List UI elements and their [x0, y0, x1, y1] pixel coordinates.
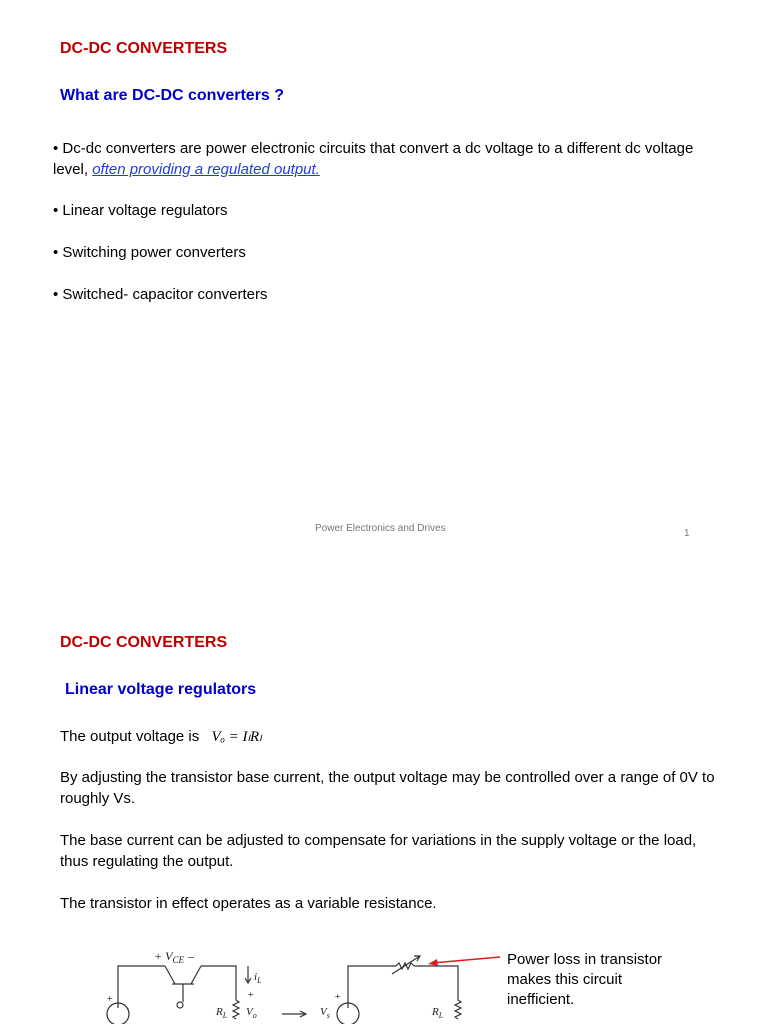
bullet-item: • Switching power converters — [53, 244, 246, 261]
output-voltage-formula: Vₒ = IₗRₗ — [211, 729, 262, 745]
right-circuit-wire — [348, 966, 396, 1008]
annotation-arrow-head — [428, 959, 438, 966]
paragraph: The transistor in effect operates as a variable resistance. — [60, 895, 437, 912]
vo-plus-label: + — [247, 989, 255, 1001]
base-terminal — [177, 1002, 183, 1008]
bullet-text: • Dc-dc converters are power electronic circuits that convert a dc voltage to a different dc voltage level, — [53, 140, 694, 178]
annotation-arrow — [432, 957, 500, 963]
bullet-item: • Linear voltage regulators — [53, 202, 228, 219]
rl2-label: $R_L$ — [432, 1006, 444, 1020]
output-voltage-text: The output voltage is — [60, 728, 200, 745]
slide-2 — [0, 600, 768, 1024]
annotation-line: inefficient. — [507, 991, 575, 1008]
vce-label: + $V_{CE}$ – — [154, 949, 194, 965]
bullet-item: • Switched- capacitor converters — [53, 286, 268, 303]
vs-plus-label: + — [334, 991, 342, 1003]
output-voltage-line — [60, 726, 262, 748]
transistor-lead — [165, 966, 175, 984]
right-wire — [201, 966, 236, 1000]
bullet-paragraph — [53, 138, 703, 180]
regulated-output-link[interactable]: often providing a regulated output. — [92, 161, 320, 178]
il-label: $i_L$ — [254, 971, 262, 985]
transistor-lead — [191, 966, 201, 984]
right-circuit-wire — [414, 966, 458, 1000]
slide-title: DC-DC CONVERTERS — [60, 40, 228, 57]
paragraph: The base current can be adjusted to compensate for variations in the supply voltage or the load, thus regulating the output. — [60, 832, 697, 870]
load-resistor-2 — [455, 1000, 461, 1019]
left-wire — [118, 966, 165, 1008]
annotation-line: Power loss in transistor — [507, 951, 663, 968]
slide-subtitle: What are DC-DC converters ? — [60, 87, 285, 104]
slide-subtitle: Linear voltage regulators — [65, 681, 257, 698]
source-plus-label: + — [106, 993, 114, 1005]
load-resistor — [233, 1000, 239, 1019]
paragraph: By adjusting the transistor base current, the output voltage may be controlled over a range of 0V to roughly Vs. — [60, 769, 715, 807]
linear-regulator-diagram — [0, 930, 768, 1024]
annotation-line: makes this circuit — [507, 971, 623, 988]
vs-label: $V_s$ — [320, 1006, 330, 1020]
slide-footer: Power Electronics and Drives — [315, 523, 446, 534]
rl-label: $R_L$ — [216, 1006, 228, 1020]
slide-title: DC-DC CONVERTERS — [60, 634, 228, 651]
page-number: 1 — [684, 528, 690, 539]
vo-label: $V_o$ — [246, 1006, 257, 1020]
